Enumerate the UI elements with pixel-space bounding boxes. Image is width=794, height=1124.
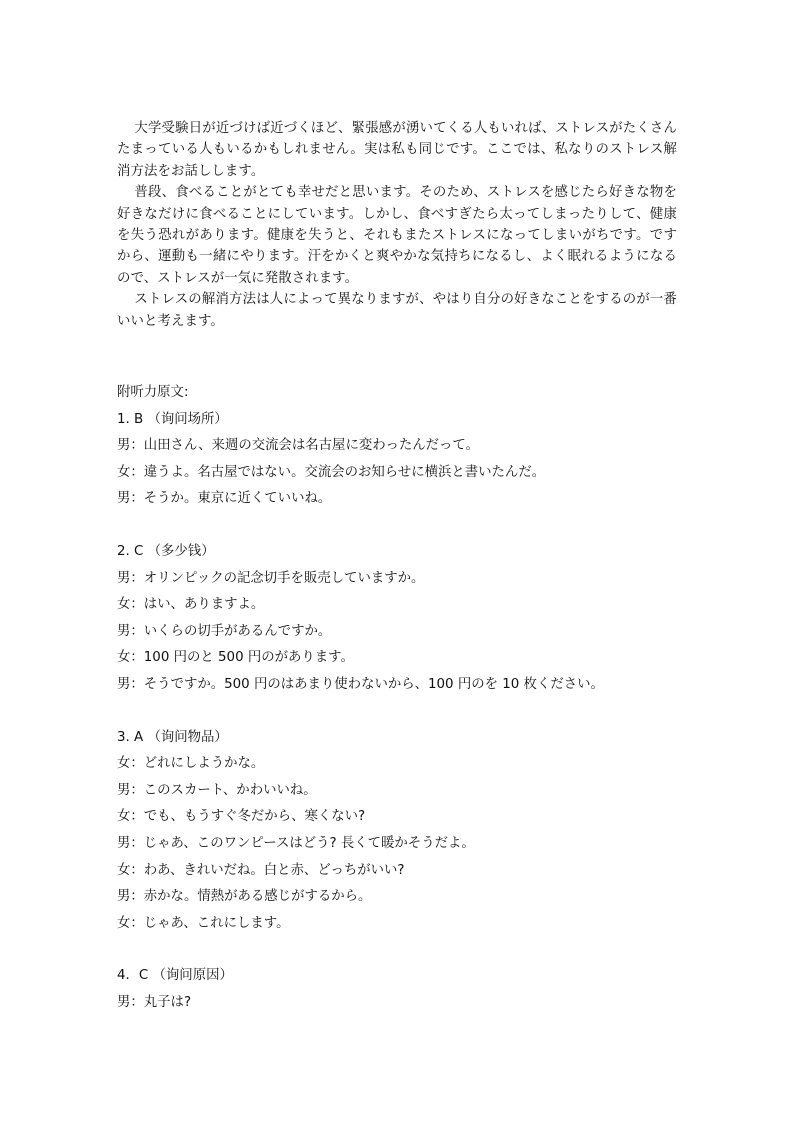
document-page bbox=[117, 118, 677, 1017]
question-heading: 2. C （多少钱） bbox=[117, 544, 215, 560]
dialogue-text: そうですか。500 円のはあまり使わないから、100 円のを 10 枚ください。 bbox=[143, 677, 604, 692]
speaker-label: 女 bbox=[117, 597, 131, 613]
speaker-label: 男 bbox=[117, 677, 131, 692]
dialogue-line bbox=[117, 433, 677, 460]
speaker-separator: ： bbox=[130, 491, 144, 507]
speaker-separator: ： bbox=[130, 623, 144, 639]
dialogue-text: 100 円のと 500 円のがあります。 bbox=[143, 650, 354, 666]
listening-script-section bbox=[117, 380, 677, 1016]
speaker-label: 男 bbox=[117, 491, 131, 507]
dialogue-line bbox=[117, 911, 677, 938]
speaker-separator: ： bbox=[130, 915, 144, 931]
dialogue-line bbox=[117, 751, 677, 778]
speaker-separator: ： bbox=[130, 809, 144, 825]
dialogue-line bbox=[117, 566, 677, 593]
dialogue-text: 山田さん、来週の交流会は名古屋に変わったんだって。 bbox=[143, 438, 479, 454]
essay-paragraph: ストレスの解消方法は人によって異なりますが、やはり自分の好きなことをするのが一番いいと考えます。 bbox=[117, 292, 677, 329]
dialogue-line bbox=[117, 990, 677, 1017]
dialogue-line bbox=[117, 804, 677, 831]
speaker-separator: ： bbox=[130, 889, 144, 905]
question-list bbox=[117, 407, 677, 1017]
speaker-separator: ： bbox=[130, 464, 144, 480]
speaker-label: 男 bbox=[117, 835, 131, 851]
speaker-separator: ： bbox=[130, 862, 144, 878]
dialogue-line bbox=[117, 619, 677, 646]
essay-paragraph: 大学受験日が近づけば近づくほど、緊張感が湧いてくる人もいれば、ストレスがたくさんたまっている人もいるかもしれません。実は私も同じです。ここでは、私なりのストレス解消方法をお話しします。 bbox=[117, 121, 677, 179]
dialogue-line bbox=[117, 778, 677, 805]
dialogue-text: どれにしようかな。 bbox=[143, 756, 265, 772]
dialogue-line bbox=[117, 592, 677, 619]
speaker-label: 女 bbox=[117, 464, 131, 480]
speaker-label: 女 bbox=[117, 756, 131, 772]
dialogue-line bbox=[117, 645, 677, 672]
question-heading: 1. B （询问场所） bbox=[117, 411, 228, 427]
question-heading: 4．C （询问原因） bbox=[117, 968, 233, 984]
dialogue-text: はい、ありますよ。 bbox=[143, 597, 265, 613]
speaker-label: 男 bbox=[117, 782, 131, 798]
speaker-label: 女 bbox=[117, 862, 131, 878]
speaker-label: 女 bbox=[117, 809, 131, 825]
dialogue-line bbox=[117, 460, 677, 487]
dialogue-text: いくらの切手があるんですか。 bbox=[143, 623, 332, 639]
dialogue-text: 違うよ。名古屋ではない。交流会のお知らせに横浜と書いたんだ。 bbox=[143, 464, 546, 480]
dialogue-text: このスカート、かわいいね。 bbox=[143, 782, 317, 798]
question-block bbox=[117, 407, 677, 513]
dialogue-line bbox=[117, 831, 677, 858]
dialogue-text: でも、もうすぐ冬だから、寒くない? bbox=[143, 809, 366, 825]
speaker-label: 男 bbox=[117, 570, 131, 586]
speaker-separator: ： bbox=[130, 650, 144, 666]
dialogue-line bbox=[117, 672, 677, 699]
speaker-label: 男 bbox=[117, 889, 131, 905]
speaker-separator: ： bbox=[130, 677, 144, 692]
speaker-separator: ： bbox=[130, 438, 144, 454]
speaker-separator: ： bbox=[130, 835, 144, 851]
dialogue-text: じゃあ、このワンピースはどう? 長くて暖かそうだよ。 bbox=[143, 835, 475, 851]
dialogue-line bbox=[117, 486, 677, 513]
dialogue-line bbox=[117, 884, 677, 911]
speaker-separator: ： bbox=[130, 994, 144, 1010]
dialogue-text: わあ、きれいだね。白と赤、どっちがいい? bbox=[143, 862, 405, 878]
speaker-label: 男 bbox=[117, 438, 131, 454]
essay-paragraph: 普段、食べることがとても幸せだと思います。そのため、ストレスを感じたら好きな物を好きなだけに食べることにしています。しかし、食べすぎたら太ってしまったりして、健康を失う恐れがあります。健康を失うと、それもまたストレスになってしまいがちです。ですから、運動も一緒にやります。汗をかくと爽やかな気持ちになるし、よく眠れるようになるので、ストレスが一気に発散されます。 bbox=[117, 185, 677, 286]
speaker-separator: ： bbox=[130, 597, 144, 613]
appendix-title: 附听力原文: bbox=[117, 385, 189, 401]
speaker-separator: ： bbox=[130, 756, 144, 772]
essay-section bbox=[117, 118, 677, 332]
speaker-label: 女 bbox=[117, 915, 131, 931]
question-block bbox=[117, 725, 677, 938]
speaker-separator: ： bbox=[130, 570, 144, 586]
speaker-label: 女 bbox=[117, 650, 131, 666]
dialogue-text: オリンピックの記念切手を販売していますか。 bbox=[143, 570, 425, 586]
speaker-separator: ： bbox=[130, 782, 144, 798]
dialogue-text: じゃあ、これにします。 bbox=[143, 915, 290, 931]
question-block bbox=[117, 963, 677, 1016]
question-block bbox=[117, 539, 677, 699]
dialogue-line bbox=[117, 858, 677, 885]
dialogue-text: 赤かな。情熱がある感じがするから。 bbox=[143, 889, 372, 905]
question-heading: 3. A （询问物品） bbox=[117, 729, 228, 745]
dialogue-text: そうか。東京に近くていいね。 bbox=[143, 491, 332, 507]
speaker-label: 男 bbox=[117, 623, 131, 639]
speaker-label: 男 bbox=[117, 994, 131, 1010]
dialogue-text: 丸子は? bbox=[143, 994, 192, 1010]
